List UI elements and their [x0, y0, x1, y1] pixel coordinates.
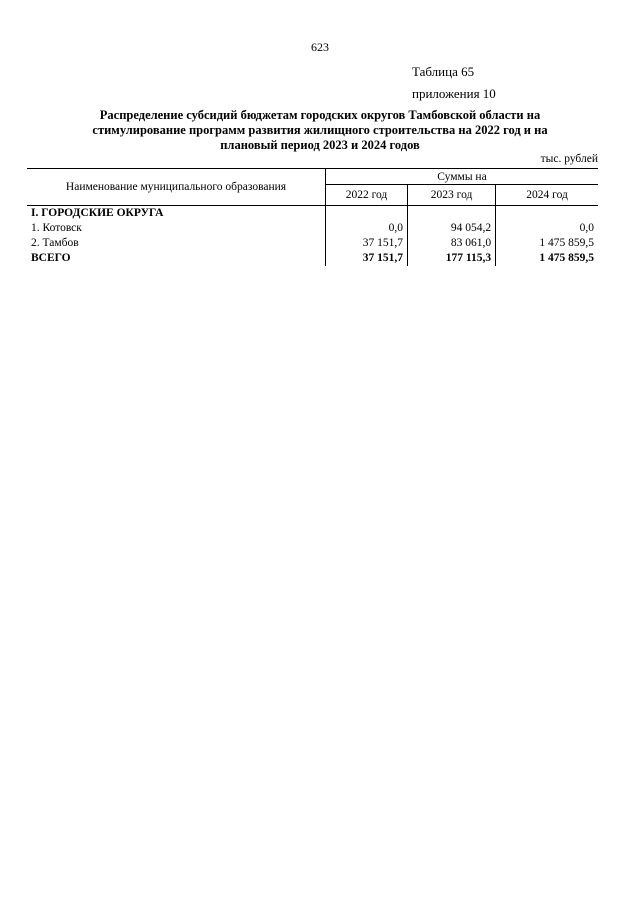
- unit-label: тыс. рублей: [540, 153, 598, 165]
- column-header-2023: 2023 год: [408, 185, 496, 206]
- table-label: Таблица 65: [412, 64, 475, 79]
- column-header-sums: Суммы на: [326, 169, 599, 185]
- cell-2022: 37 151,7: [326, 251, 408, 266]
- row-name: ВСЕГО: [27, 251, 326, 266]
- cell-2023: 177 115,3: [408, 251, 496, 266]
- cell-2024: 1 475 859,5: [539, 237, 594, 249]
- table-row-total: [27, 251, 598, 266]
- title-line: Распределение субсидий бюджетам городских округов Тамбовской области на: [99, 108, 541, 122]
- row-name: I. ГОРОДСКИЕ ОКРУГА: [27, 206, 326, 222]
- title-line: стимулирование программ развития жилищного строительства на 2022 год и на: [92, 123, 548, 137]
- title-line: плановый период 2023 и 2024 годов: [220, 138, 420, 152]
- document-title: [60, 108, 580, 153]
- cell-2022: [326, 206, 408, 222]
- cell-2022: 0,0: [326, 221, 408, 236]
- appendix-label: приложения 10: [412, 86, 496, 101]
- page-number: 623: [311, 40, 329, 54]
- table-row: [27, 236, 598, 251]
- row-name: 1. Котовск: [27, 221, 326, 236]
- cell-2024: [496, 206, 598, 222]
- table-row: [27, 206, 598, 222]
- row-name: 2. Тамбов: [27, 236, 326, 251]
- table-row: [27, 221, 598, 236]
- cell-2023: [408, 206, 496, 222]
- cell-2023: 83 061,0: [408, 236, 496, 251]
- column-header-name: Наименование муниципального образования: [27, 169, 326, 206]
- cell-2024: 0,0: [579, 222, 594, 234]
- cell-2023: 94 054,2: [408, 221, 496, 236]
- cell-2022: 37 151,7: [326, 236, 408, 251]
- column-header-2022: 2022 год: [326, 185, 408, 206]
- cell-2024: 1 475 859,5: [539, 252, 594, 264]
- subsidy-table: [27, 168, 598, 266]
- column-header-2024: 2024 год: [496, 185, 598, 206]
